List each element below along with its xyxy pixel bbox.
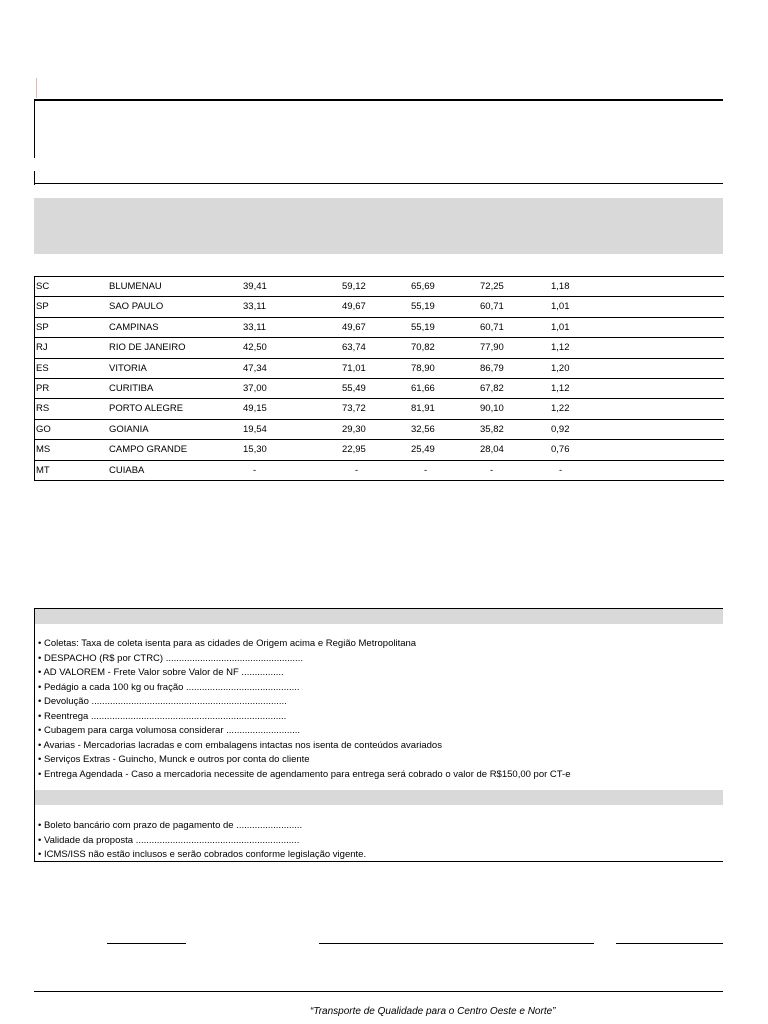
uf-cell: SP [36,301,49,313]
value-cell: 32,56 [411,423,435,435]
uf-cell: PR [36,382,50,394]
header-box [34,99,723,184]
value-cell: 35,82 [480,423,504,435]
value-cell: 49,67 [342,321,366,333]
value-cell: 33,11 [243,301,267,313]
city-cell: VITORIA [109,362,147,374]
uf-cell: ES [36,362,49,374]
city-cell: GOIANIA [109,423,149,435]
value-cell: 49,67 [342,301,366,313]
city-cell: CUIABA [109,464,145,476]
notes-box [34,608,723,862]
note-validade: • Validade da proposta .............................................................. [38,834,300,846]
city-cell: SAO PAULO [109,301,164,313]
value-cell: 1,20 [551,362,570,374]
uf-cell: RJ [36,342,48,354]
value-cell: 47,34 [243,362,267,374]
city-cell: RIO DE JANEIRO [109,342,186,354]
value-cell: 55,19 [411,321,435,333]
city-cell: BLUMENAU [109,281,162,292]
value-cell: 29,30 [342,423,366,435]
value-cell: 42,50 [243,342,267,354]
value-cell: 61,66 [411,382,435,394]
value-cell: 55,19 [411,301,435,313]
value-cell: 59,12 [342,281,366,292]
value-cell: - [559,464,563,476]
value-cell: 15,30 [243,444,267,456]
note-servicos-extras: • Serviços Extras - Guincho, Munck e outros por conta do cliente [38,754,310,765]
value-cell: 25,49 [411,444,435,456]
uf-cell: SC [36,281,50,292]
value-cell: 71,01 [342,362,366,374]
table-row [35,461,724,481]
value-cell: 37,00 [243,382,267,394]
uf-cell: SP [36,321,49,333]
value-cell: 1,01 [551,301,570,313]
value-cell: 63,74 [342,342,366,354]
value-cell: 78,90 [411,362,435,374]
note-coletas: • Coletas: Taxa de coleta isenta para as cidades de Origem acima e Região Metropolitana [38,638,417,649]
value-cell: 67,82 [480,382,504,394]
value-cell: 72,25 [480,281,504,292]
table-header-band [34,198,723,254]
value-cell: 22,95 [342,444,366,456]
value-cell: 33,11 [243,321,267,333]
footer-slogan: “Transporte de Qualidade para o Centro Oeste e Norte” [310,1006,556,1017]
value-cell: 39,41 [243,281,267,292]
table-row [35,379,724,399]
city-cell: CAMPO GRANDE [109,444,188,456]
value-cell: 86,79 [480,362,504,374]
rates-table [34,276,724,481]
value-cell: 19,54 [243,423,267,435]
value-cell: 0,92 [551,423,570,435]
note-reentrega: • Reentrega .......................................................................... [38,710,287,722]
value-cell: 28,04 [480,444,504,456]
signature-line [616,943,723,944]
note-cubagem: • Cubagem para carga volumosa considerar ............................ [38,725,301,736]
note-pedagio: • Pedágio a cada 100 kg ou fração ........................................... [38,681,300,693]
note-entrega-agendada: • Entrega Agendada - Caso a mercadoria necessite de agendamento para entrega será cobrado o valor de R$150,00 por CT-e [38,768,571,780]
value-cell: 0,76 [551,444,570,456]
note-boleto: • Boleto bancário com prazo de pagamento de ......................... [38,820,303,831]
signature-line [319,943,594,944]
table-row [35,277,724,297]
uf-cell: MT [36,464,50,476]
value-cell: 1,01 [551,321,570,333]
table-row [35,359,724,379]
signature-line [107,943,186,944]
value-cell: 60,71 [480,321,504,333]
uf-cell: GO [36,423,51,435]
table-row [35,338,724,358]
table-row [35,297,724,317]
table-row [35,420,724,440]
city-cell: CAMPINAS [109,321,159,333]
value-cell: 1,22 [551,403,570,415]
value-cell: - [355,464,359,476]
value-cell: 81,91 [411,403,435,415]
value-cell: - [253,464,257,476]
value-cell: 1,12 [551,342,570,354]
value-cell: - [424,464,428,476]
note-icms: • ICMS/ISS não estão inclusos e serão cobrados conforme legislação vigente. [38,849,367,860]
value-cell: 60,71 [480,301,504,313]
value-cell: 1,12 [551,382,570,394]
city-cell: CURITIBA [109,382,154,394]
value-cell: 73,72 [342,403,366,415]
uf-cell: RS [36,403,50,415]
value-cell: 90,10 [480,403,504,415]
note-devolucao: • Devolução .......................................................................... [38,696,287,707]
value-cell: 49,15 [243,403,267,415]
city-cell: PORTO ALEGRE [109,403,184,415]
payment-header-band [35,790,723,805]
value-cell: - [490,464,494,476]
value-cell: 77,90 [480,342,504,354]
footer-divider [34,991,723,992]
table-row [35,440,724,460]
table-row [35,318,724,338]
value-cell: 65,69 [411,281,435,292]
note-avarias: • Avarias - Mercadorias lacradas e com embalagens intactas nos isenta de conteúdos avariados [38,739,442,751]
margin-mark [36,78,37,98]
value-cell: 70,82 [411,342,435,354]
note-ad-valorem: • AD VALOREM - Frete Valor sobre Valor de NF ................ [38,667,284,678]
value-cell: 55,49 [342,382,366,394]
table-row [35,399,724,419]
uf-cell: MS [36,444,51,456]
value-cell: 1,18 [551,281,570,292]
note-despacho: • DESPACHO (R$ por CTRC) .................................................... [38,652,303,664]
notes-header-band [35,609,723,624]
